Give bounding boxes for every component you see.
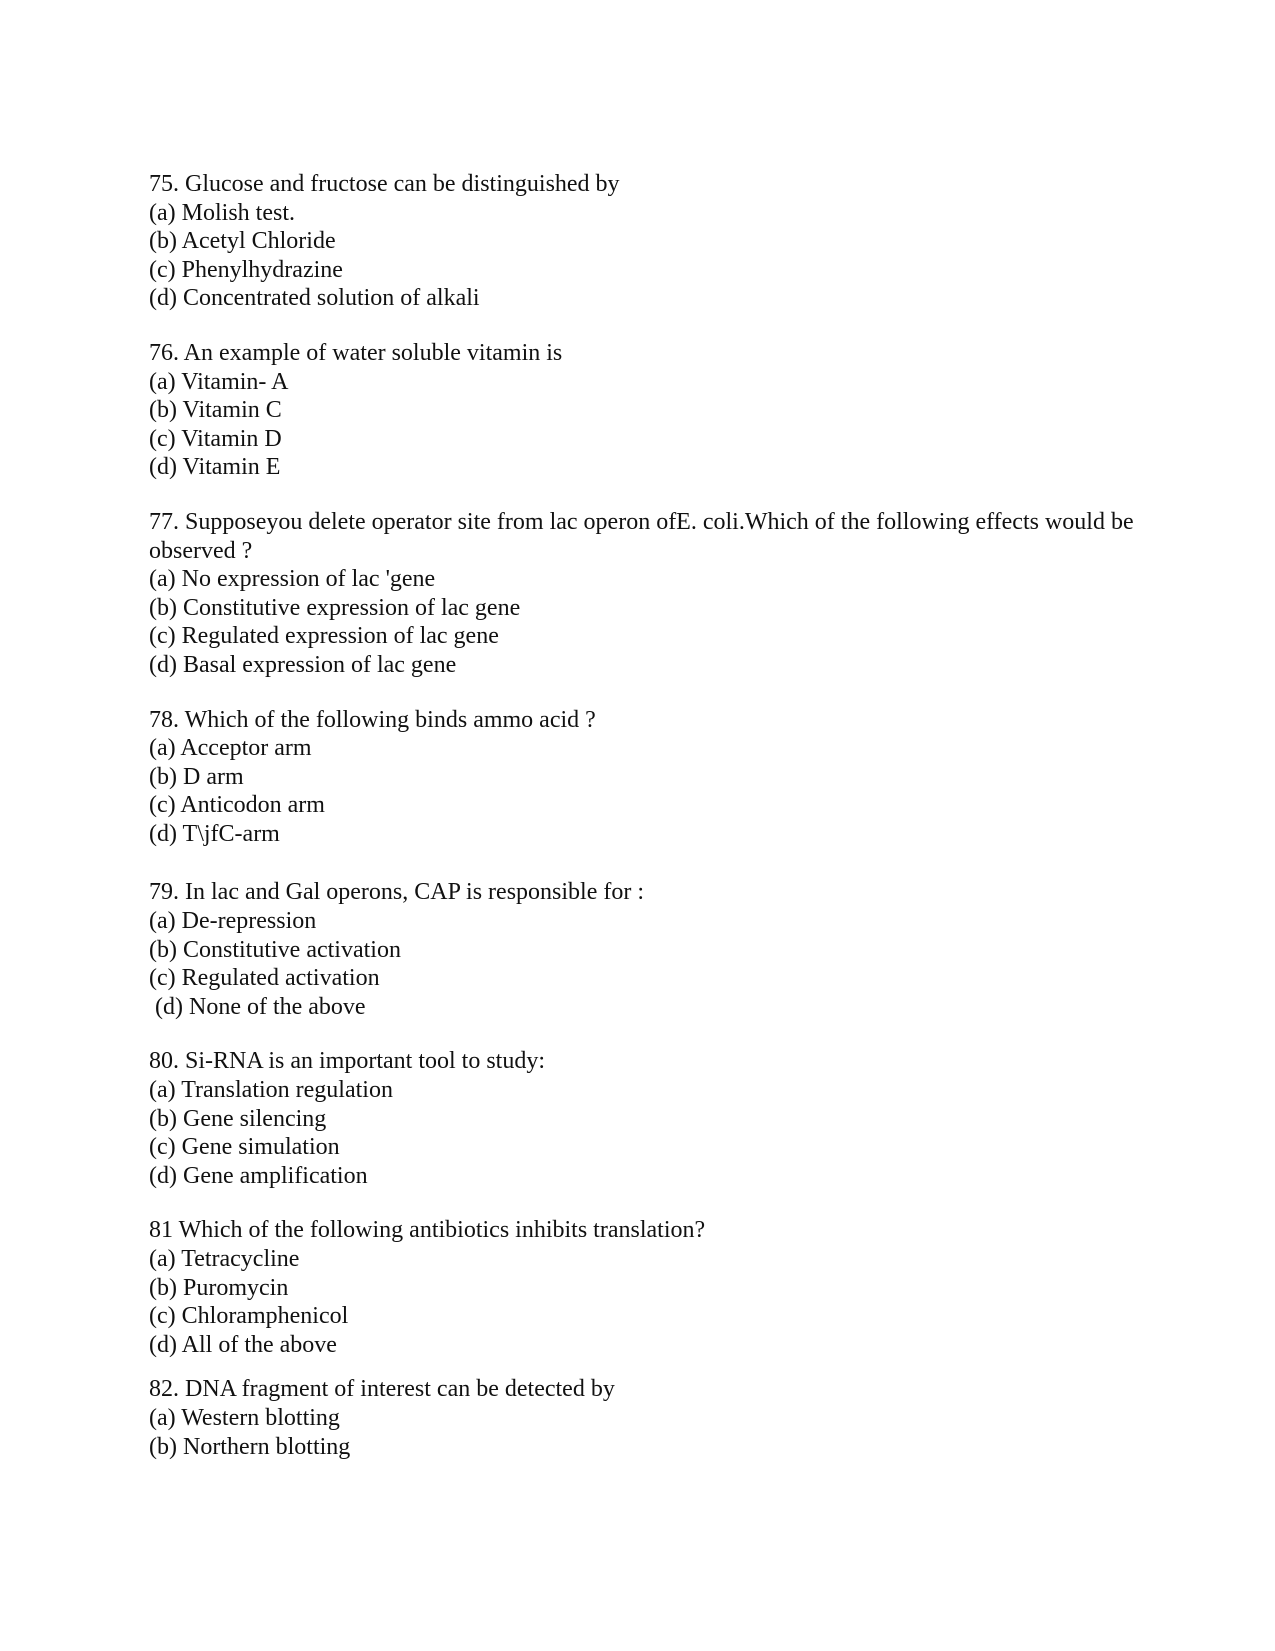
option-b: (b) Northern blotting xyxy=(149,1433,351,1460)
option-b: (b) D arm xyxy=(149,763,244,790)
question-75 xyxy=(149,170,1149,313)
question-79 xyxy=(149,878,1149,1021)
option-c: (c) Chloramphenicol xyxy=(149,1303,349,1330)
question-text: 76. An example of water soluble vitamin is xyxy=(149,339,563,366)
option-b: (b) Constitutive expression of lac gene xyxy=(149,594,521,621)
option-b: (b) Gene silencing xyxy=(149,1105,327,1132)
question-text: 78. Which of the following binds ammo acid ? xyxy=(149,706,596,733)
option-a: (a) Western blotting xyxy=(149,1404,340,1431)
question-text: 77. Supposeyou delete operator site from lac operon ofE. coli.Which of the following effects would be observed ? xyxy=(149,508,1140,564)
question-82 xyxy=(149,1375,1149,1461)
option-b: (b) Vitamin C xyxy=(149,397,282,424)
question-81 xyxy=(149,1216,1149,1359)
option-c: (c) Vitamin D xyxy=(149,425,282,452)
question-text: 80. Si-RNA is an important tool to study: xyxy=(149,1048,546,1075)
question-text: 75. Glucose and fructose can be distinguished by xyxy=(149,171,620,197)
question-76 xyxy=(149,339,1149,482)
option-d: (d) Gene amplification xyxy=(149,1162,368,1189)
option-c: (c) Phenylhydrazine xyxy=(149,256,343,283)
option-a: (a) No expression of lac 'gene xyxy=(149,566,436,593)
option-d: (d) T\jfC-arm xyxy=(149,820,280,847)
option-d: (d) Concentrated solution of alkali xyxy=(149,285,480,312)
option-c: (c) Regulated activation xyxy=(149,965,380,992)
question-text: 79. In lac and Gal operons, CAP is responsible for : xyxy=(149,879,645,906)
option-a: (a) Acceptor arm xyxy=(149,735,312,762)
option-b: (b) Acetyl Chloride xyxy=(149,228,336,255)
option-c: (c) Anticodon arm xyxy=(149,792,325,819)
question-80 xyxy=(149,1047,1149,1190)
option-d: (d) Vitamin E xyxy=(149,454,281,481)
option-c: (c) Regulated expression of lac gene xyxy=(149,623,499,650)
option-c: (c) Gene simulation xyxy=(149,1134,340,1161)
option-d: (d) None of the above xyxy=(149,993,366,1020)
question-text: 82. DNA fragment of interest can be detected by xyxy=(149,1376,615,1403)
option-a: (a) Tetracycline xyxy=(149,1246,300,1272)
question-text: 81 Which of the following antibiotics inhibits translation? xyxy=(149,1217,706,1244)
option-d: (d) All of the above xyxy=(149,1331,337,1358)
option-a: (a) Vitamin- A xyxy=(149,368,289,395)
option-a: (a) De-repression xyxy=(149,908,317,935)
question-78 xyxy=(149,706,1149,849)
option-d: (d) Basal expression of lac gene xyxy=(149,651,457,678)
option-b: (b) Constitutive activation xyxy=(149,936,401,963)
option-a: (a) Translation regulation xyxy=(149,1077,393,1104)
question-77 xyxy=(149,508,1149,680)
option-a: (a) Molish test. xyxy=(149,199,295,226)
option-b: (b) Puromycin xyxy=(149,1274,289,1301)
question-list xyxy=(149,170,1149,1461)
